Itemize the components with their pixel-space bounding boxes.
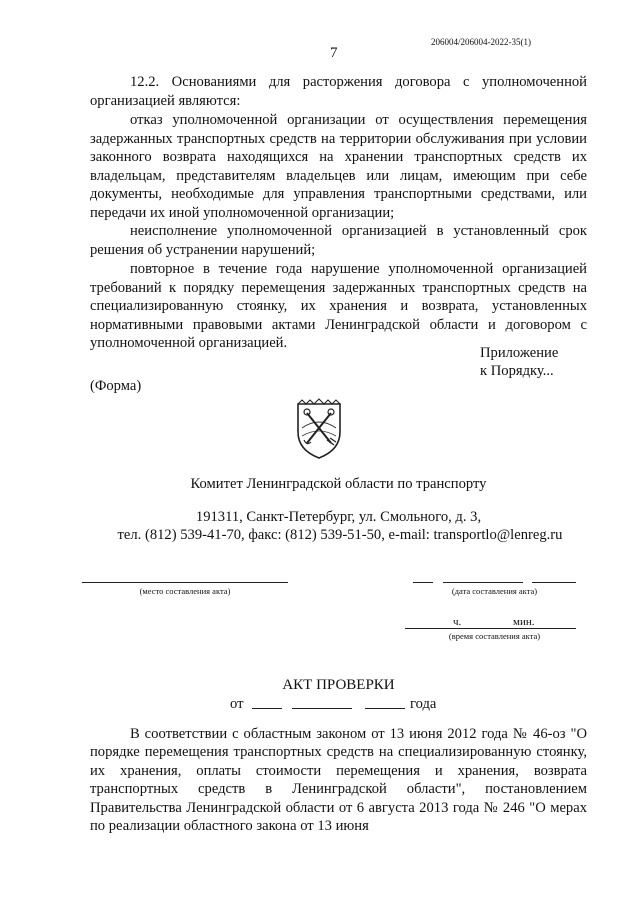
minutes-label: мин. — [513, 616, 535, 628]
act-year-line[interactable] — [365, 708, 405, 709]
hours-label: ч. — [453, 616, 462, 628]
section-heading: 12.2. Основаниями для расторжения договора с уполномоченной организацией являются: — [90, 74, 587, 109]
committee-address: 191311, Санкт-Петербург, ул. Смольного, д. 3, — [195, 509, 482, 525]
act-day-line[interactable] — [252, 708, 282, 709]
act-title: АКТ ПРОВЕРКИ — [282, 677, 395, 693]
termination-ground-2: неисполнение уполномоченной организацией в установленный срок решения об устранении нарушений; — [90, 223, 587, 258]
date-month-line[interactable] — [443, 582, 523, 583]
coat-of-arms-icon — [294, 398, 344, 460]
date-field-caption: (дата составления акта) — [451, 586, 538, 596]
place-field-caption: (место составления акта) — [139, 586, 231, 596]
appendix-reference: к Порядку... — [480, 363, 554, 379]
page-number: 7 — [330, 45, 338, 61]
termination-ground-3: повторное в течение года нарушение уполномоченной организацией требований к порядку перемещения задержанных транспортных средств на специализированную стоянку, их хранения и возврата, установленных нормативными правовыми актами Ленинградской области и договором с уполномоченной организацией. — [90, 261, 587, 352]
time-field-line[interactable] — [405, 628, 576, 629]
time-field-caption: (время составления акта) — [448, 631, 541, 641]
act-year-label: года — [410, 696, 437, 712]
document-code: 206004/206004-2022-35(1) — [431, 37, 531, 47]
form-label: (Форма) — [90, 378, 142, 394]
appendix-label: Приложение — [480, 345, 559, 361]
committee-contacts: тел. (812) 539-41-70, факс: (812) 539-51-50, e-mail: transportlo@lenreg.ru — [117, 527, 563, 543]
act-date-from-label: от — [230, 696, 244, 712]
act-body-text: В соответствии с областным законом от 13 июня 2012 года № 46-оз "О порядке перемещения транспортных средств на специализированную стоянку, их хранения, оплаты стоимости перемещения и хранения, возврата транспортных средств в Ленинградской области", постановлением Правительства Ленинградской области от 6 августа 2013 года № 246 "О мерах по реализации областного закона от 13 июня — [90, 726, 587, 835]
date-year-line[interactable] — [532, 582, 576, 583]
committee-name: Комитет Ленинградской области по транспорту — [190, 476, 487, 492]
date-day-line[interactable] — [413, 582, 433, 583]
termination-ground-1: отказ уполномоченной организации от осуществления перемещения задержанных транспортных средств на территории обслуживания при условии законного возврата находящихся на хранении транспортных средств их владельцам, представителям владельцев или лицам, имеющим при себе документы, необходимые для управления транспортными средствами, или передачи их иной уполномоченной организации; — [90, 112, 587, 221]
place-field-line[interactable] — [82, 582, 288, 583]
act-month-line[interactable] — [292, 708, 352, 709]
